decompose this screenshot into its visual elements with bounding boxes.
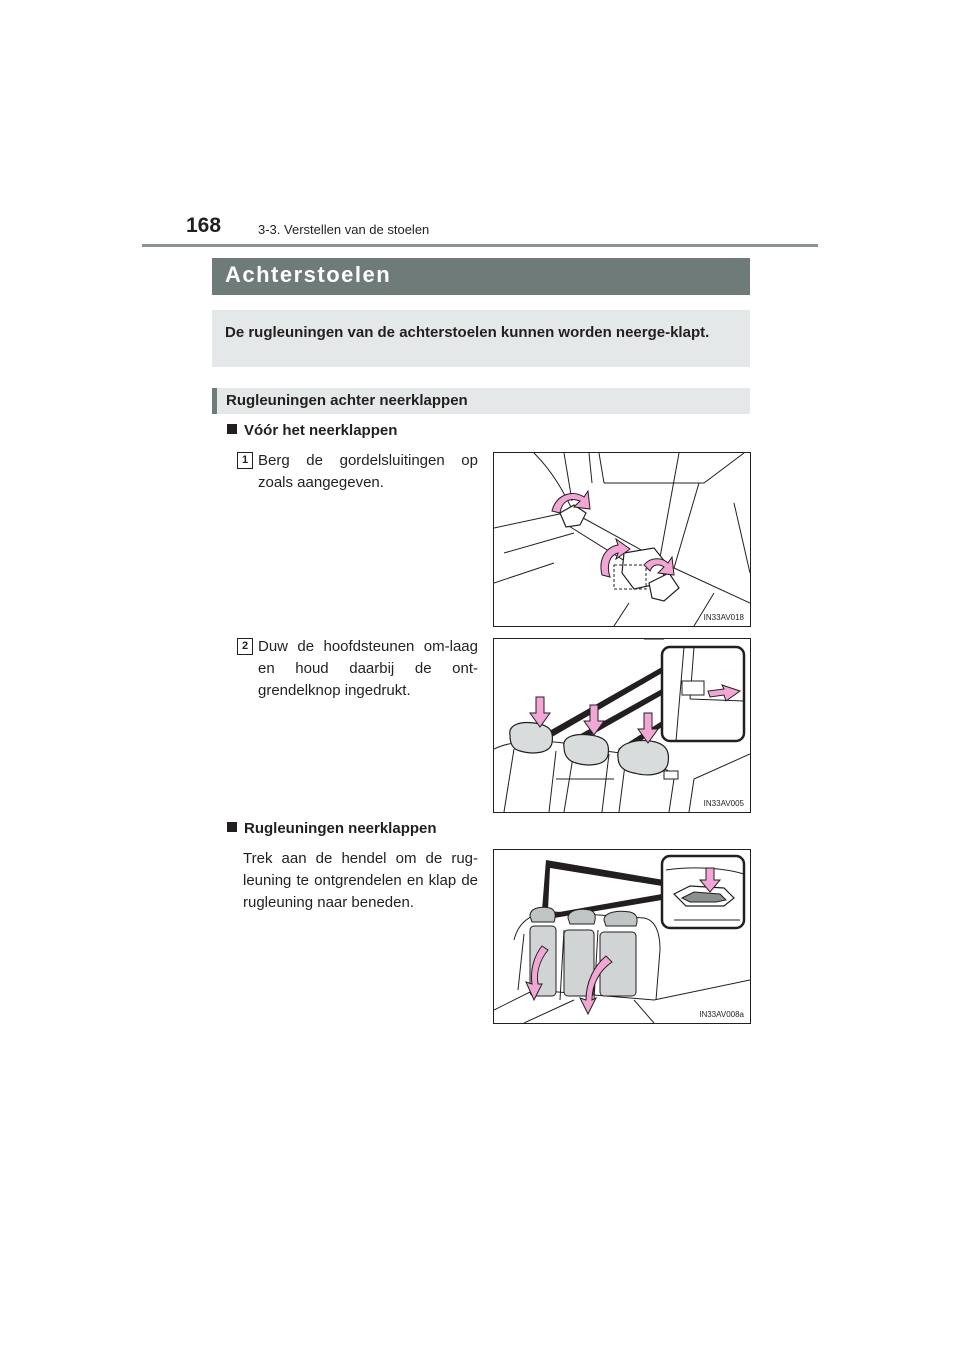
figure-code: IN33AV005 bbox=[703, 799, 744, 808]
section-heading-before-folding bbox=[227, 422, 397, 439]
subsection-bar-edge bbox=[212, 388, 217, 414]
bullet-square-icon bbox=[227, 424, 237, 434]
subsection-bar bbox=[212, 388, 750, 414]
headrest-lowering-illustration bbox=[494, 639, 750, 812]
step-2-text: Duw de hoofdsteunen om-laag en houd daarbij de ont-grendelknop ingedrukt. bbox=[258, 638, 478, 699]
bullet-square-icon bbox=[227, 822, 237, 832]
page-number: 168 bbox=[186, 214, 222, 237]
header-rule bbox=[142, 244, 818, 247]
section-heading-label: Rugleuningen neerklappen bbox=[244, 820, 437, 837]
figure-buckle-storage bbox=[493, 452, 751, 627]
fold-instruction-text: Trek aan de hendel om de rug-leuning te ontgrendelen en klap de rugleuning naar beneden. bbox=[243, 850, 478, 911]
step-badge-1: 1 bbox=[237, 452, 253, 469]
figure-headrest-lowering bbox=[493, 638, 751, 813]
buckle-storage-illustration bbox=[494, 453, 750, 626]
subsection-title: Rugleuningen achter neerklappen bbox=[226, 392, 468, 409]
section-heading-fold-seatbacks bbox=[227, 820, 437, 837]
seatback-folding-illustration bbox=[494, 850, 750, 1023]
step-1-text: Berg de gordelsluitingen op zoals aangegeven. bbox=[258, 452, 478, 491]
section-heading-label: Vóór het neerklappen bbox=[244, 422, 398, 439]
intro-box bbox=[212, 310, 750, 367]
figure-code: IN33AV008a bbox=[699, 1010, 744, 1019]
section-reference: 3-3. Verstellen van de stoelen bbox=[258, 222, 430, 237]
step-badge-2: 2 bbox=[237, 638, 253, 655]
figure-code: IN33AV018 bbox=[703, 613, 744, 622]
title-bar bbox=[212, 258, 750, 295]
intro-text: De rugleuningen van de achterstoelen kunnen worden neerge-klapt. bbox=[225, 324, 710, 341]
page-title: Achterstoelen bbox=[225, 262, 392, 287]
figure-seatback-folding bbox=[493, 849, 751, 1024]
